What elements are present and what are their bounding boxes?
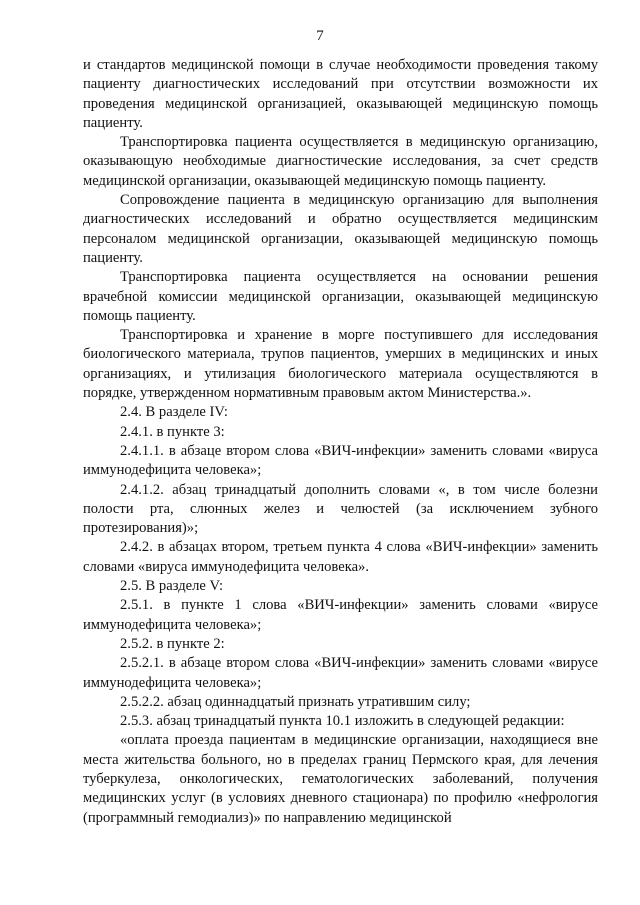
- paragraph: Сопровождение пациента в медицинскую организацию для выполнения диагностических исследований и обратно осуществляется медицинским персоналом медицинской организации, оказывающей медицинскую помощь пациенту.: [83, 192, 598, 266]
- document-body: [83, 56, 598, 828]
- paragraph: 2.4.1.2. абзац тринадцатый дополнить словами «, в том числе болезни полости рта, слюнных желез и челюстей (за исключением зубного протезирования)»;: [83, 481, 598, 537]
- paragraph: 2.5. В разделе V:: [120, 578, 224, 595]
- page-number: 7: [316, 28, 324, 44]
- paragraph: Транспортировка пациента осуществляется в медицинскую организацию, оказывающую необходимые диагностические исследования, за счет средств медицинской организации, оказывающей медицинскую помощь пациенту.: [83, 134, 598, 189]
- paragraph: 2.4.2. в абзацах втором, третьем пункта 4 слова «ВИЧ-инфекции» заменить словами «вируса иммунодефицита человека».: [83, 539, 598, 575]
- paragraph: «оплата проезда пациентам в медицинские организации, находящиеся вне места жительства больного, но в пределах границ Пермского края, для лечения туберкулеза, онкологических, гематологических заболеваний, получения медицинских услуг (в условиях дневного стационара) по профилю «нефрология (программный гемодиализ)» по направлению медицинской: [83, 732, 598, 826]
- paragraph: и стандартов медицинской помощи в случае необходимости проведения такому пациенту диагностических исследований при отсутствии возможности их проведения медицинской организацией, оказывающей медицинскую помощь пациенту.: [83, 57, 598, 131]
- paragraph: Транспортировка пациента осуществляется на основании решения врачебной комиссии медицинской организации, оказывающей медицинскую помощь пациенту.: [83, 269, 598, 324]
- paragraph: 2.4.1. в пункте 3:: [120, 423, 225, 440]
- paragraph: 2.4.1.1. в абзаце втором слова «ВИЧ-инфекции» заменить словами «вируса иммунодефицита человека»;: [83, 442, 598, 479]
- paragraph: 2.5.2. в пункте 2:: [120, 635, 225, 652]
- paragraph: Транспортировка и хранение в морге поступившего для исследования биологического материала, трупов пациентов, умерших в медицинских и иных организациях, и утилизация биологического материала осуществляются в порядке, утвержденном нормативным правовым актом Министерства.».: [83, 327, 598, 402]
- paragraph: 2.5.3. абзац тринадцатый пункта 10.1 изложить в следующей редакции:: [120, 713, 565, 730]
- paragraph: 2.5.1. в пункте 1 слова «ВИЧ-инфекции» заменить словами «вирусе иммунодефицита человека»;: [83, 597, 598, 633]
- paragraph: 2.4. В разделе IV:: [120, 404, 228, 421]
- paragraph: 2.5.2.2. абзац одиннадцатый признать утратившим силу;: [120, 693, 471, 710]
- paragraph: 2.5.2.1. в абзаце втором слова «ВИЧ-инфекции» заменить словами «вирусе иммунодефицита человека»;: [83, 655, 598, 691]
